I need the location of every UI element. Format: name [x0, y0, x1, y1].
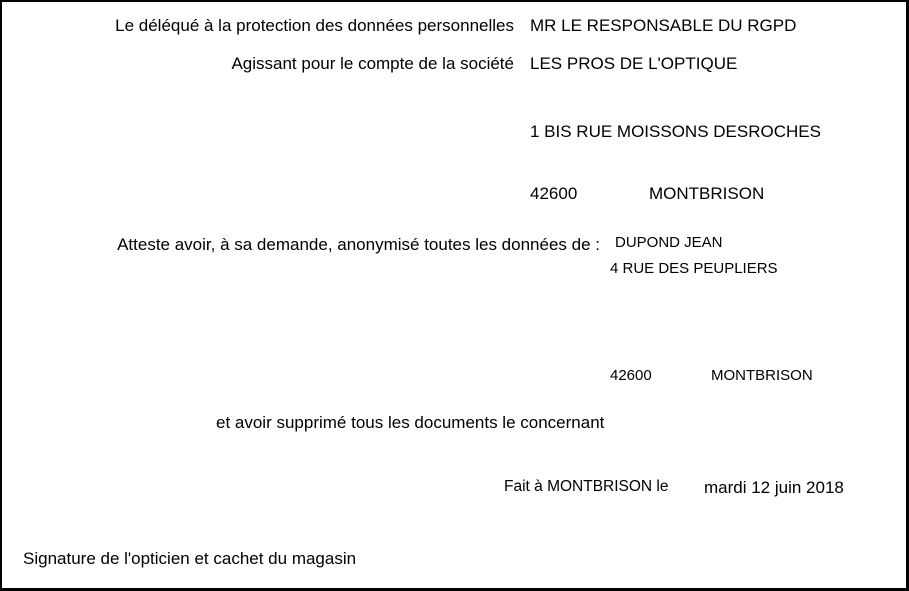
- company-name: LES PROS DE L'OPTIQUE: [530, 54, 738, 73]
- place-date-label: Fait à MONTBRISON le: [504, 478, 669, 495]
- company-city: MONTBRISON: [649, 184, 765, 203]
- company-label: Agissant pour le compte de la société: [231, 54, 514, 73]
- attestation-label: Atteste avoir, à sa demande, anonymisé toutes les données de :: [117, 235, 600, 254]
- company-postal-code: 42600: [530, 184, 578, 203]
- signature-label: Signature de l'opticien et cachet du magasin: [23, 549, 357, 568]
- company-address: 1 BIS RUE MOISSONS DESROCHES: [530, 122, 821, 141]
- document-date: mardi 12 juin 2018: [704, 478, 844, 497]
- delegate-value: MR LE RESPONSABLE DU RGPD: [530, 16, 797, 35]
- closing-statement: et avoir supprimé tous les documents le concernant: [216, 413, 605, 432]
- person-address: 4 RUE DES PEUPLIERS: [610, 260, 778, 277]
- person-city: MONTBRISON: [711, 367, 813, 384]
- person-name: DUPOND JEAN: [615, 234, 723, 251]
- person-postal-code: 42600: [610, 367, 652, 384]
- delegate-label: Le déléqué à la protection des données personnelles: [115, 16, 514, 35]
